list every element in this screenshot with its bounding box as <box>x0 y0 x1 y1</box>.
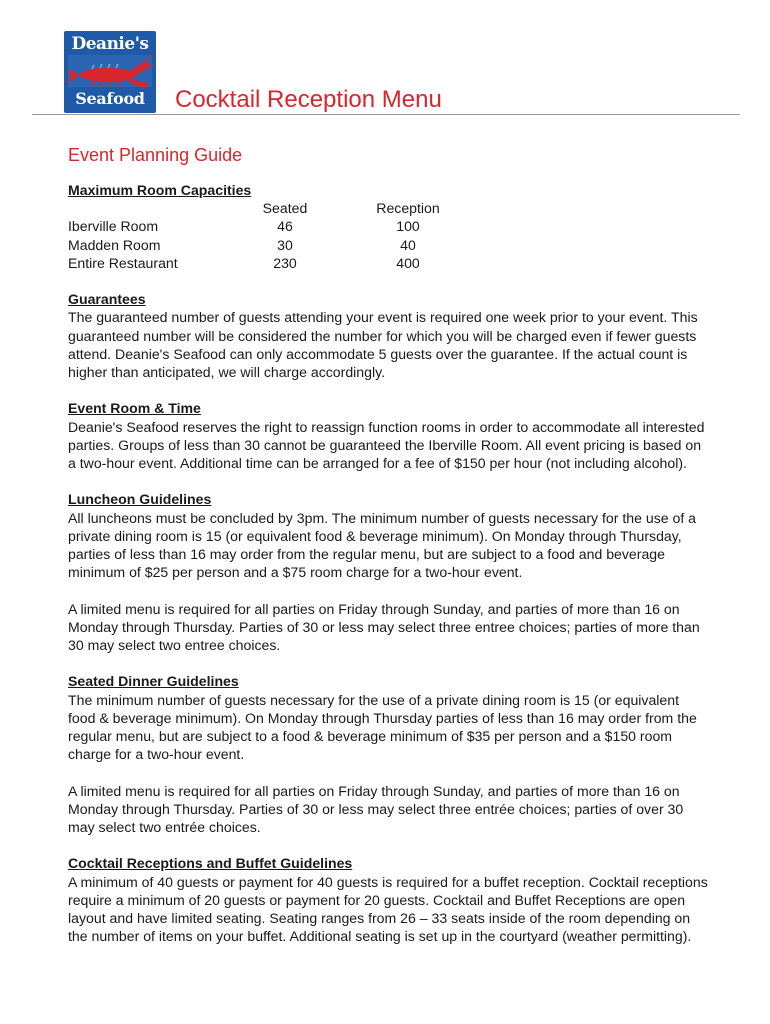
reception-capacity: 40 <box>400 236 416 253</box>
seated-capacity: 46 <box>277 218 293 235</box>
room-name: Madden Room <box>68 236 161 253</box>
page-title: Cocktail Reception Menu <box>175 86 442 113</box>
luncheon-heading: Luncheon Guidelines <box>68 491 212 508</box>
cocktail-heading: Cocktail Receptions and Buffet Guidelines <box>68 855 353 872</box>
logo-name: Deanie's <box>71 34 149 54</box>
document-body <box>68 143 708 945</box>
header-divider <box>32 114 740 115</box>
table-row <box>68 217 472 235</box>
table-row <box>68 254 472 272</box>
cocktail-text: A minimum of 40 guests or payment for 40 guests is required for a buffet reception. Cocktail receptions require a minimum of 20 guests or payment for 20 guests. Cocktail and Buffet Receptions are open layout and have limited seating. Seating ranges from 26 – 33 seats inside of the room depending on the number of items on your buffet. Additional seating is set up in the courtyard (weather permitting). <box>68 873 708 945</box>
capacities-heading: Maximum Room Capacities <box>68 182 252 198</box>
guarantees-text: The guaranteed number of guests attending your event is required one week prior to your event. This guaranteed number will be considered the number for which you will be charged even if fewer guests attend. Deanie's Seafood can only accommodate 5 guests over the guarantee. If the actual count is higher than anticipated, we will charge accordingly. <box>68 309 698 381</box>
table-row <box>68 236 472 254</box>
logo-subname: Seafood <box>75 89 145 108</box>
capacities-table <box>68 199 472 272</box>
seated-dinner-text: The minimum number of guests necessary for the use of a private dining room is 15 (or equivalent food & beverage minimum). On Monday through Thursday parties of less than 16 may order from the regular menu, but are subject to a food & beverage minimum of $35 per person and a $150 room charge for a two-hour event. <box>68 691 697 763</box>
event-room-text: Deanie's Seafood reserves the right to reassign function rooms in order to accommodate all interested parties. Groups of less than 30 cannot be guaranteed the Iberville Room. All event pricing is based on a two-hour event. Additional time can be arranged for a fee of $150 per hour (not including alcohol). <box>68 418 705 472</box>
seated-dinner-heading: Seated Dinner Guidelines <box>68 673 239 690</box>
table-header-row <box>68 199 472 217</box>
luncheon-text: All luncheons must be concluded by 3pm. The minimum number of guests necessary for the use of a private dining room is 15 (or equivalent food & beverage minimum). On Monday through Thursday, parties of less than 16 may order from the regular menu, but are subject to a food and beverage minimum of $25 per person and a $75 room charge for a two-hour event. <box>68 509 697 581</box>
section-title: Event Planning Guide <box>68 145 243 165</box>
reception-capacity: 100 <box>396 218 420 235</box>
room-name: Iberville Room <box>68 218 159 235</box>
seated-capacity: 230 <box>273 254 297 271</box>
column-header-reception: Reception <box>376 200 440 217</box>
seated-capacity: 30 <box>277 236 293 253</box>
event-room-heading: Event Room & Time <box>68 400 201 417</box>
luncheon-limited-menu-text: A limited menu is required for all parties on Friday through Sunday, and parties of more than 16 on Monday through Thursday. Parties of 30 or less may select three entree choices; parties of more than 30 may select two entree choices. <box>68 600 700 654</box>
logo <box>64 31 156 113</box>
seated-dinner-limited-menu-text: A limited menu is required for all parties on Friday through Sunday, and parties of more than 16 on Monday through Thursday. Parties of 30 or less may select three entrée choices; parties of over 30 may select two entrée choices. <box>68 782 684 836</box>
room-name: Entire Restaurant <box>68 254 178 271</box>
reception-capacity: 400 <box>396 254 420 271</box>
column-header-seated: Seated <box>262 200 308 217</box>
guarantees-heading: Guarantees <box>68 291 146 308</box>
